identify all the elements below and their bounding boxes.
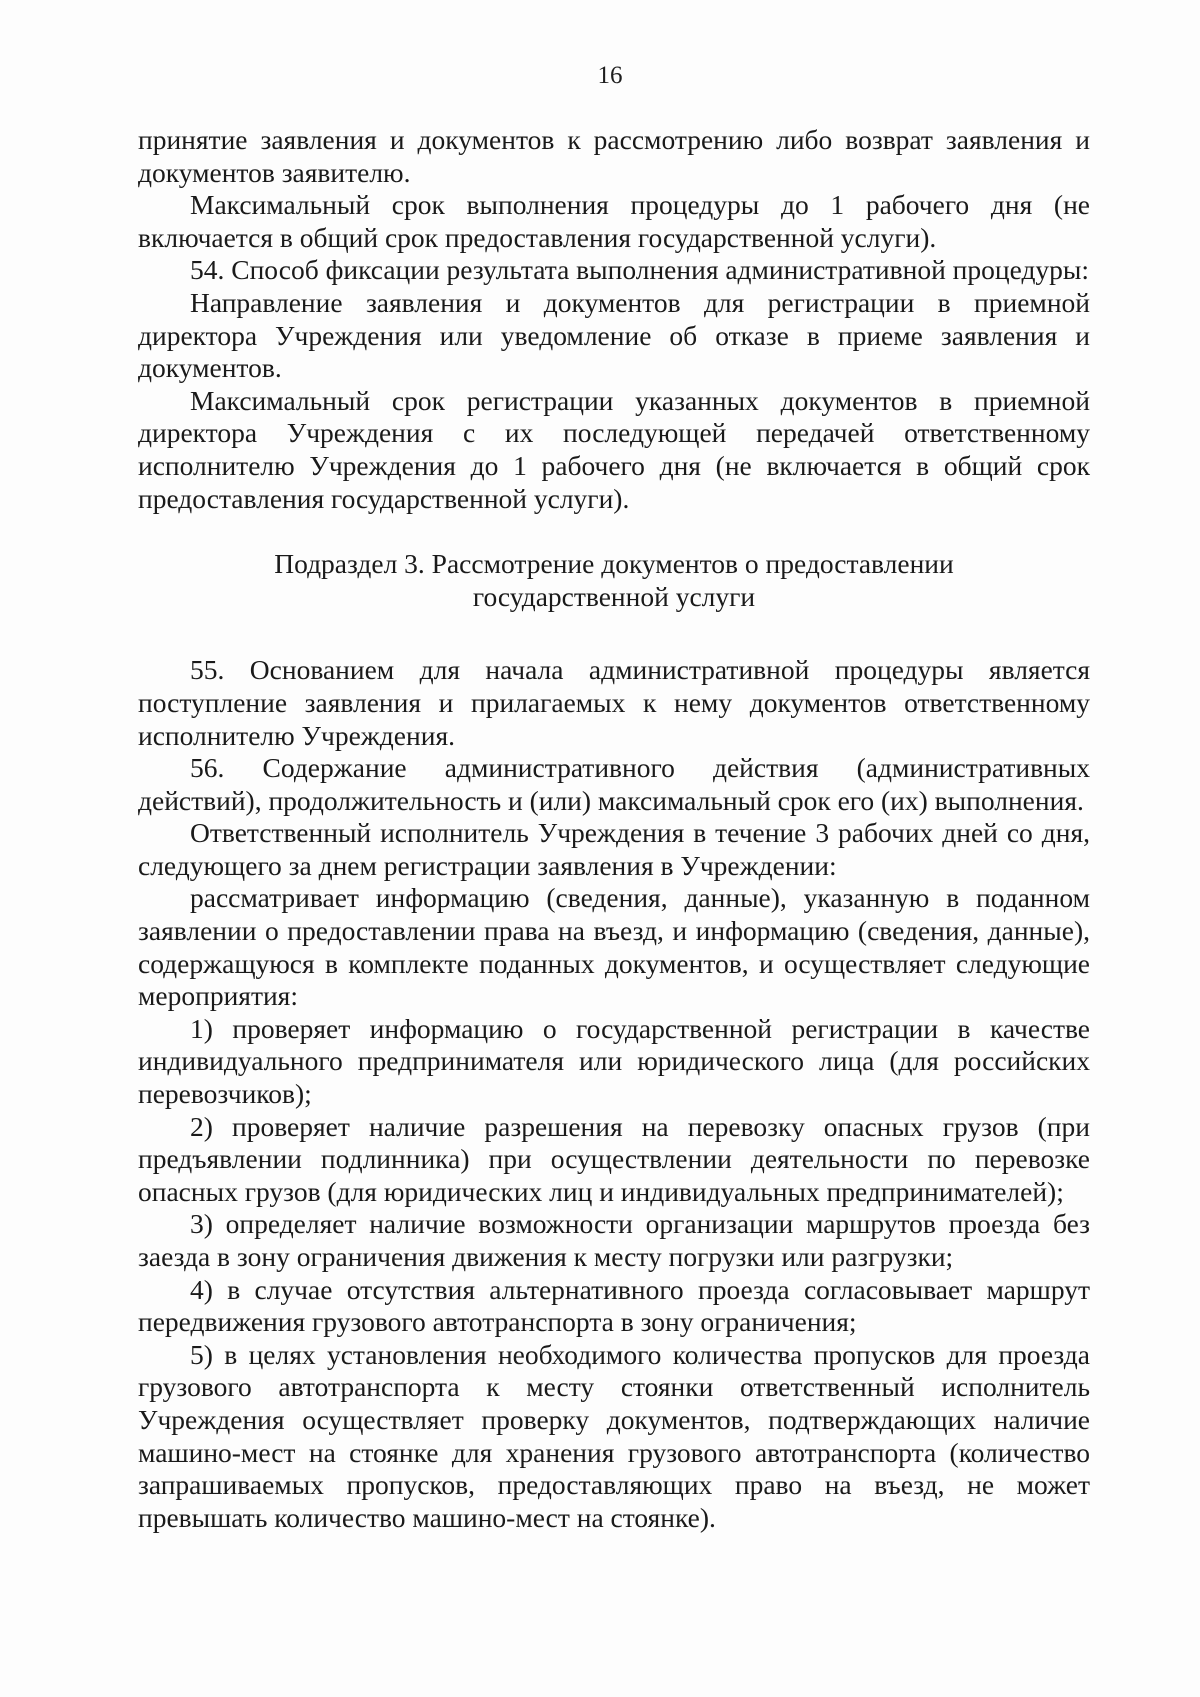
paragraph: 55. Основанием для начала административной процедуры является поступление заявления и прилагаемых к нему документов ответственному исполнителю Учреждения. [138,654,1090,751]
paragraph: 54. Способ фиксации результата выполнения административной процедуры: [190,254,1090,286]
paragraph: Направление заявления и документов для регистрации в приемной директора Учреждения или уведомление об отказе в приеме заявления и документов. [138,286,1090,384]
paragraph: рассматривает информацию (сведения, данные), указанную в поданном заявлении о предоставлении права на въезд, и информацию (сведения, данные), содержащуюся в комплекте поданных документов, и осуществляет следующие мероприятия: [138,882,1090,1012]
paragraph: Ответственный исполнитель Учреждения в течение 3 рабочих дней со дня, следующего за днем регистрации заявления в Учреждении: [138,817,1090,881]
subsection-heading-line: государственной услуги [472,580,756,612]
page-number: 16 [597,62,623,89]
subsection-heading-line: Подраздел 3. Рассмотрение документов о предоставлении [274,548,954,580]
document-body [138,124,1090,1534]
paragraph: 3) определяет наличие возможности организации маршрутов проезда без заезда в зону ограничения движения к месту погрузки или разгрузки; [138,1208,1090,1272]
paragraph: принятие заявления и документов к рассмотрению либо возврат заявления и документов заявителю. [138,124,1090,188]
paragraph: Максимальный срок выполнения процедуры до 1 рабочего дня (не включается в общий срок предоставления государственной услуги). [138,189,1090,253]
paragraph: 5) в целях установления необходимого количества пропусков для проезда грузового автотранспорта к месту стоянки ответственный исполнитель Учреждения осуществляет проверку документов, подтверждающих наличие машино-мест на стоянке для хранения грузового автотранспорта (количество запрашиваемых пропусков, предоставляющих право на въезд, не может превышать количество машино-мест на стоянке). [138,1338,1090,1533]
paragraph: 4) в случае отсутствия альтернативного проезда согласовывает маршрут передвижения грузового автотранспорта в зону ограничения; [138,1273,1090,1338]
paragraph: 2) проверяет наличие разрешения на перевозку опасных грузов (при предъявлении подлинника) при осуществлении деятельности по перевозке опасных грузов (для юридических лиц и индивидуальных предпринимателей); [138,1110,1090,1207]
paragraph: Максимальный срок регистрации указанных документов в приемной директора Учреждения с их последующей передачей ответственному исполнителю Учреждения до 1 рабочего дня (не включается в общий срок предоставления государственной услуги). [138,384,1090,514]
paragraph: 1) проверяет информацию о государственной регистрации в качестве индивидуального предпринимателя или юридического лица (для российских перевозчиков); [138,1012,1090,1110]
paragraph: 56. Содержание административного действия (административных действий), продолжительность и (или) максимальный срок его (их) выполнения. [138,752,1090,816]
subsection-heading [138,515,1090,654]
